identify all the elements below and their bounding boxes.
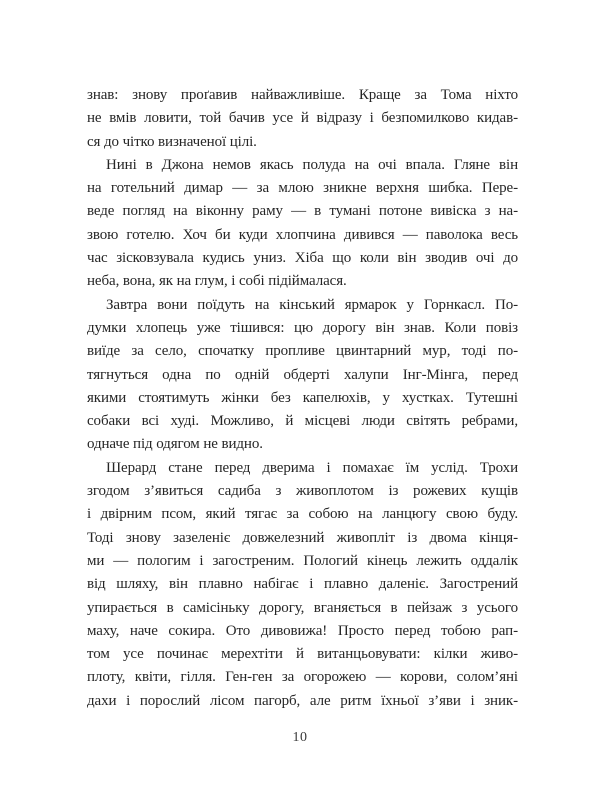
text-line: і двірним псом, який тягає за собою на ланцюгу свою буду. (87, 506, 518, 523)
text-line: знав: знову проґавив найважливіше. Краще за Тома ніхто (87, 87, 518, 103)
text-line: не вмів ловити, той бачив усе й відразу і безпомилково кидав- (87, 110, 518, 127)
text-line: від шляху, він плавно набігає і плавно даленіє. Загострений (87, 576, 518, 593)
text-line: неба, вона, як на глум, і собі підіймалася. (87, 273, 347, 290)
text-line: на готельний димар — за млою зникне верхня шибка. Пере- (87, 180, 518, 197)
text-line: одначе під одягом не видно. (87, 436, 263, 453)
text-line: собаки всі худі. Можливо, й місцеві люди світять ребрами, (87, 413, 518, 430)
text-block (87, 84, 518, 713)
text-line: Тоді знову зазеленіє довжелезний живопліт із двома кінця- (87, 529, 518, 546)
text-line: веде погляд на віконну раму — в тумані потоне вивіска з на- (87, 203, 518, 220)
text-line: Завтра вони поїдуть на кінський ярмарок у Горнкасл. По- (106, 296, 518, 313)
page-number: 10 (292, 730, 308, 745)
text-line: звою готелю. Хоч би куди хлопчина дивився — паволока весь (87, 226, 518, 243)
text-line: дахи і порослий лісом пагорб, але ритм їхньої з’яви і зник- (87, 692, 518, 709)
text-line: Нині в Джона немов якась полуда на очі впала. Гляне він (106, 156, 518, 173)
text-line: думки хлопець уже тішився: цю дорогу він знав. Коли повіз (87, 319, 518, 336)
text-line: маху, наче сокира. Ото дивовижа! Просто перед тобою рап- (87, 622, 518, 639)
text-line: час зісковзувала кудись униз. Хіба що коли він зводив очі до (87, 250, 518, 267)
text-line: згодом з’явиться садиба з живоплотом із рожевих кущів (87, 483, 518, 500)
text-line: плоту, квіти, гілля. Ген-ген за огорожею — корови, солом’яні (87, 669, 518, 686)
text-line: тягнуться одна по одній обдерті халупи Інг-Мінга, перед (87, 366, 518, 383)
text-line: упирається в самісіньку дорогу, вганяється в пейзаж з усього (87, 599, 518, 616)
text-line: ся до чітко визначеної цілі. (87, 133, 257, 150)
text-line: ми — пологим і загостреним. Пологий кінець лежить оддалік (87, 552, 518, 569)
text-line: Шерард стане перед дверима і помахає їм услід. Трохи (106, 459, 518, 476)
text-line: якими стоятимуть жінки без капелюхів, у хустках. Тутешні (87, 389, 518, 406)
text-line: том усе починає мерехтіти й витанцьовувати: кілки живо- (87, 646, 518, 663)
text-line: виїде за село, спочатку пропливе цвинтарний мур, тоді по- (87, 343, 518, 360)
